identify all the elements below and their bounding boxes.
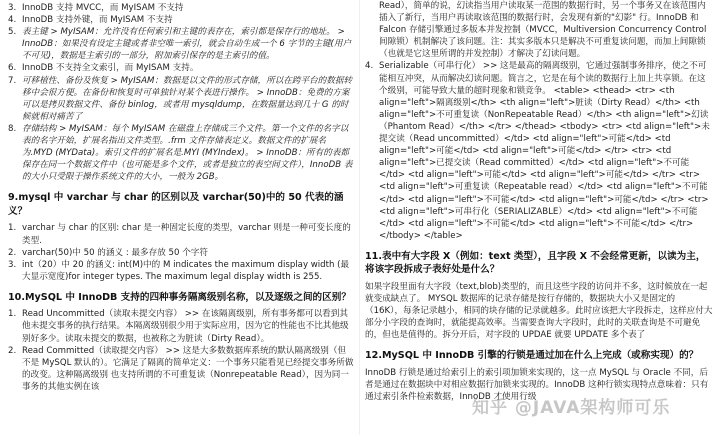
item-number: 2. xyxy=(8,345,17,356)
item-text: 存储结构 > MyISAM：每个 MyISAM 在磁盘上存储成三个文件。第一个文件的名字以表的名字开始，扩展名指出文件类型。.frm 文件存储表定义。数据文件的扩展名为.MYD (MYData)。索引文件的扩展名是.MYI (MYIndex)。 > InnoDB：所有的表都保存在同一个数据文件中（也可能是多个文件，或者是独立的表空间文件），InnoDB 表的大小只受限于操作系统文件的大小，一般为 2GB。 xyxy=(22,123,353,183)
item-text: 可移植性、备份及恢复 > MyISAM：数据是以文件的形式存储，所以在跨平台的数据转移中会很方便。在备份和恢复时可单独针对某个表进行操作。 > InnoDB：免费的方案可以是拷贝数据文件、备份 binlog，或者用 mysqldump，在数据量达到几十 G 的时候就相对痛苦了 xyxy=(22,75,353,122)
list-item xyxy=(8,247,354,259)
item-number: 2. xyxy=(8,247,17,258)
section-heading: 11.表中有大字段 X（例如：text 类型），且字段 X 不会经常更新，以读为主，将该字段拆成子表好处是什么？ xyxy=(365,250,706,276)
item-text: InnoDB 支持外键，而 MyISAM 不支持 xyxy=(22,15,173,26)
item-text: Read Uncommitted（读取未提交内容） >> 在该隔离级别，所有事务都可以看到其他未提交事务的执行结果。本隔离级别很少用于实际应用，因为它的性能也不比其他级别好多少。读取未提交的数据，也被称之为脏读（Dirty Read）。 xyxy=(22,309,349,344)
item-number: 3. xyxy=(8,3,17,13)
item-text: varchar 与 char 的区别: char 是一种固定长度的类型，varchar 则是一种可变长度的类型. xyxy=(22,223,351,246)
watermark-text: 知乎 @JAVA架构师可乐 xyxy=(472,398,671,418)
list-item xyxy=(8,222,354,246)
column-divider xyxy=(359,0,360,435)
item-number: 8. xyxy=(8,123,17,134)
item-text: Read Committed（读取提交内容） >> 这是大多数数据库系统的默认隔离级别（但不是 MySQL 默认的）。它满足了隔离的简单定义：一个事务只能看见已经提交事务所做的改变。这种隔离级别 也支持所谓的不可重复读（Nonrepeatable Read），因为同一事务的其他实例在该 xyxy=(22,345,354,392)
item-number: 5. xyxy=(8,27,17,38)
list-item xyxy=(8,123,354,183)
section-heading: 10.MySQL 中 InnoDB 支持的四种事务隔离级别名称，以及逐级之间的区别？ xyxy=(8,291,351,303)
item-number: 1. xyxy=(8,309,17,320)
list-item xyxy=(8,62,354,74)
list-item xyxy=(365,60,713,241)
item-text: InnoDB 支持 MVCC，而 MyISAM 不支持 xyxy=(22,3,184,13)
item-text: int（20）中 20 的涵义: int(M)中的 M indicates the maximum display width (最大显示宽度)for integer types. The maximum legal display width is 255. xyxy=(22,259,350,282)
list-item xyxy=(8,2,354,14)
item-text: 表主键 > MyISAM：允许没有任何索引和主键的表存在，索引都是保存行的地址。 > InnoDB：如果没有设定主键或者非空唯一索引，就会自动生成一个 6 字节的主键(用户不可见)，数据是主索引的一部分，附加索引保存的是主索引的值。 xyxy=(22,27,352,62)
list-item xyxy=(8,259,354,283)
list-item xyxy=(8,75,354,123)
item-text: InnoDB 不支持全文索引，而 MyISAM 支持。 xyxy=(22,63,199,74)
section-heading: 9.mysql 中 varchar 与 char 的区别以及 varchar(50)中的 50 代表的涵义？ xyxy=(8,192,344,217)
list-item xyxy=(8,308,354,344)
item-text: Serializable（可串行化） >> 这是最高的隔离级别，它通过强制事务排序，使之不可能相互冲突，从而解决幻读问题。简言之，它是在每个读的数据行上加上共享锁。在这个级别，可能导致大量的超时现象和锁竞争。 <table> <thead> <tr> <th align="left">隔离级别</th> <th align="left">脏读（Dirty Read）</th> <th align="left">不可重复读（NonRepeatable Read）</th> <th align="left">幻读（Phantom Read）</th> </tr> </thead> <tbody> <tr> <td align="left">未提交读（Read uncommitted）</td> <td align="left">可能</td> <td align="left">可能</td> <td align="left">可能</td> </tr> <tr> <td align="left">已提交读（Read committed）</td> <td align="left">不可能</td> <td align="left">可能</td> <td align="left">可能</td> </tr> <tr> <td align="left">可重复读（Repeatable read）</td> <td align="left">不可能</td> <td align="left">不可能</td> <td align="left">可能</td> </tr> <tr> <td align="left">可串行化（SERIALIZABLE）</td> <td align="left">不可能</td> <td align="left">不可能</td> <td align="left">不可能</td> </tr> </tbody> </table> xyxy=(379,61,710,241)
item-number: 4. xyxy=(365,61,374,72)
item-text: varchar(50)中 50 的涵义 : 最多存放 50 个字符 xyxy=(22,247,208,258)
paragraph-continued: Read），简单的说，幻读指当用户读取某一范围的数据行时，另一个事务又在该范围内插入了新行，当用户再读取该范围的数据行时，会发现有新的"幻影" 行。InnoDB 和 Falcon 存储引擎通过多版本并发控制（MVCC，Multiversion Concurrency Control 间隙锁）机制解决了该问题。注：其实多版本只是解决不可重复读问题，而加上间隙锁（也就是它这里所谓的并发控制）才解决了幻读问题。 xyxy=(379,1,707,60)
item-number: 7. xyxy=(8,75,17,86)
list-item xyxy=(8,14,354,26)
right-column xyxy=(365,0,713,403)
item-number: 1. xyxy=(8,223,17,234)
paragraph: 如果字段里面有大字段（text,blob)类型的，而且这些字段的访问并不多，这时候放在一起就变成缺点了。 MYSQL 数据库的记录存储是按行存储的，数据块大小又是固定的（16K），每条记录越小，相同的块存储的记录就越多。此时应该把大字段拆走，这样应付大部分小字段的查询时，就能提高效率。当需要查询大字段时，此时的关联查询是不可避免的，但也是值得的。拆分开后，对字段的 UPDAE 就要 UPDATE 多个表了 xyxy=(365,281,713,341)
list-item xyxy=(8,26,354,62)
item-number: 3. xyxy=(8,259,17,270)
item-number: 6. xyxy=(8,63,17,74)
list-item xyxy=(8,345,354,393)
left-column xyxy=(8,0,354,393)
item-number: 4. xyxy=(8,15,17,26)
section-heading: 12.MySQL 中 InnoDB 引擎的行锁是通过加在什么上完成（或称实现）的？ xyxy=(365,350,699,362)
paragraph: InnoDB 行锁是通过给索引上的索引项加锁来实现的，这一点 MySQL 与 Oracle 不同，后者是通过在数据块中对相应数据行加锁来实现的。InnoDB 这种行锁实现特点意味着：只有通过索引条件检索数据，InnoDB 才使用行级 xyxy=(365,367,709,403)
